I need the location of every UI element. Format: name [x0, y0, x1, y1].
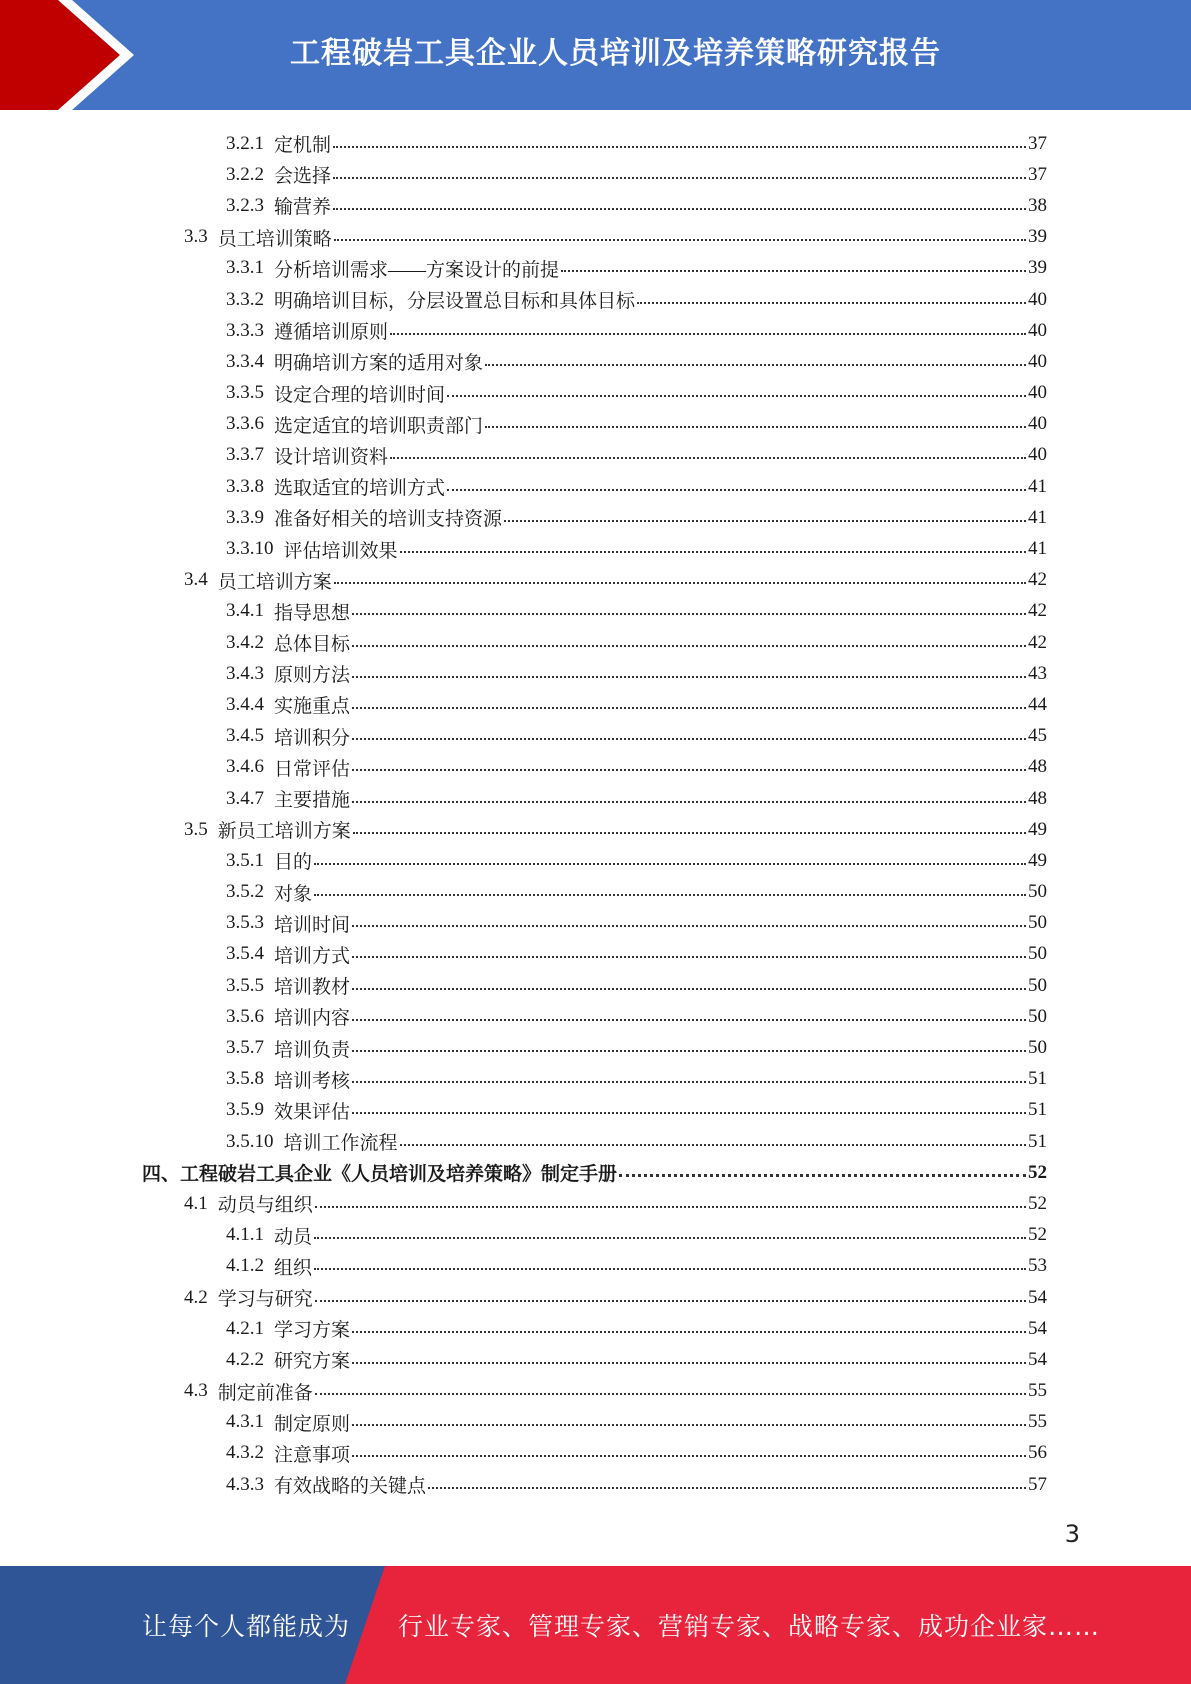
toc-entry-title: 培训工作流程: [283, 1133, 398, 1155]
toc-dot-leader: [352, 925, 1026, 927]
toc-entry[interactable]: [0, 502, 1191, 533]
toc-entry-number: 4.3.1: [226, 1411, 264, 1433]
footer-slogan-right: 行业专家、管理专家、营销专家、战略专家、成功企业家……: [398, 1612, 1101, 1641]
toc-entry-title: 分析培训需求——方案设计的前提: [274, 259, 560, 281]
toc-entry-title: 动员与组织: [217, 1195, 313, 1217]
toc-dot-leader: [447, 395, 1026, 397]
toc-entry-title: 目的: [274, 852, 313, 874]
toc-entry[interactable]: [0, 627, 1191, 658]
toc-dot-leader: [353, 832, 1026, 834]
toc-entry[interactable]: [0, 1282, 1191, 1313]
toc-entry-number: 3.4.5: [226, 725, 264, 747]
toc-dot-leader: [314, 894, 1026, 896]
toc-entry-title: 制定前准备: [217, 1382, 313, 1404]
toc-entry-title: 制定原则: [274, 1413, 351, 1435]
toc-entry-title: 学习方案: [274, 1320, 351, 1342]
toc-entry-number: 3.4.1: [226, 600, 264, 622]
toc-entry-page: 50: [1028, 1037, 1047, 1059]
toc-dot-leader: [315, 1393, 1026, 1395]
toc-entry-title: 总体目标: [274, 634, 351, 656]
toc-dot-leader: [352, 738, 1026, 740]
toc-entry-number: 3.4.6: [226, 756, 264, 778]
toc-dot-leader: [428, 1487, 1026, 1489]
toc-dot-leader: [352, 1331, 1026, 1333]
toc-entry-page: 50: [1028, 1005, 1047, 1027]
toc-entry-title: 员工培训策略: [217, 228, 332, 250]
toc-entry[interactable]: [0, 1032, 1191, 1063]
toc-dot-leader: [352, 1455, 1026, 1457]
toc-entry-page: 52: [1028, 1224, 1047, 1246]
toc-entry-title: 设定合理的培训时间: [274, 384, 446, 406]
toc-entry-page: 45: [1028, 725, 1047, 747]
toc-entry[interactable]: [0, 1095, 1191, 1126]
toc-entry[interactable]: [0, 1126, 1191, 1157]
toc-entry-page: 49: [1028, 849, 1047, 871]
toc-dot-leader: [390, 457, 1026, 459]
toc-entry-number: 3.5.10: [226, 1130, 274, 1152]
toc-entry-page: 40: [1028, 288, 1047, 310]
toc-entry[interactable]: [0, 721, 1191, 752]
toc-entry[interactable]: [0, 253, 1191, 284]
toc-dot-leader: [504, 520, 1026, 522]
toc-entry[interactable]: [0, 533, 1191, 564]
toc-entry-page: 50: [1028, 943, 1047, 965]
toc-entry-page: 37: [1028, 132, 1047, 154]
toc-entry-number: 3.3.5: [226, 382, 264, 404]
toc-entry-number: 3.3.2: [226, 288, 264, 310]
toc-entry-number: 3.3.4: [226, 350, 264, 372]
toc-entry-title: 明确培训方案的适用对象: [274, 353, 484, 375]
toc-entry-number: 4.1.2: [226, 1255, 264, 1277]
toc-entry-page: 41: [1028, 475, 1047, 497]
toc-dot-leader: [334, 239, 1026, 241]
toc-entry-page: 43: [1028, 662, 1047, 684]
toc-entry-page: 55: [1028, 1411, 1047, 1433]
toc-entry-title: 员工培训方案: [217, 571, 332, 593]
toc-entry-number: 3.4.3: [226, 662, 264, 684]
toc-entry-number: 3.5.3: [226, 912, 264, 934]
table-of-contents: [0, 128, 1191, 1500]
toc-entry-page: 41: [1028, 538, 1047, 560]
toc-entry-page: 37: [1028, 163, 1047, 185]
toc-entry-page: 42: [1028, 569, 1047, 591]
toc-entry-page: 50: [1028, 974, 1047, 996]
toc-entry-title: 效果评估: [274, 1101, 351, 1123]
toc-entry-title: 定机制: [274, 135, 332, 157]
toc-entry[interactable]: [0, 908, 1191, 939]
toc-entry[interactable]: [0, 1001, 1191, 1032]
toc-entry-page: 39: [1028, 257, 1047, 279]
toc-entry-number: 4.2: [184, 1286, 208, 1308]
toc-entry-number: 3.2.1: [226, 132, 264, 154]
toc-entry-number: 3.5.8: [226, 1068, 264, 1090]
toc-entry-title: 工程破岩工具企业《人员培训及培养策略》制定手册: [180, 1164, 618, 1186]
toc-entry-number: 3.3: [184, 226, 208, 248]
toc-entry-title: 日常评估: [274, 758, 351, 780]
toc-entry-title: 注意事项: [274, 1444, 351, 1466]
toc-entry-title: 培训负责: [274, 1039, 351, 1061]
report-title: 工程破岩工具企业人员培训及培养策略研究报告: [290, 36, 941, 71]
toc-entry-title: 有效战略的关键点: [274, 1476, 427, 1498]
toc-dot-leader: [485, 426, 1026, 428]
toc-entry-title: 实施重点: [274, 696, 351, 718]
toc-entry-title: 学习与研究: [217, 1289, 313, 1311]
toc-entry-page: 39: [1028, 226, 1047, 248]
toc-entry-title: 培训内容: [274, 1008, 351, 1030]
toc-entry-title: 组织: [274, 1257, 313, 1279]
toc-entry-page: 52: [1028, 1161, 1047, 1183]
toc-dot-leader: [561, 270, 1026, 272]
toc-entry-number: 3.4: [184, 569, 208, 591]
toc-entry-number: 3.3.10: [226, 538, 274, 560]
header-chevron-decoration: [0, 0, 160, 110]
toc-entry-page: 50: [1028, 912, 1047, 934]
toc-dot-leader: [352, 1424, 1026, 1426]
toc-entry[interactable]: [0, 471, 1191, 502]
page-footer: [0, 1566, 1191, 1684]
toc-entry-title: 遵循培训原则: [274, 322, 389, 344]
toc-dot-leader: [400, 1144, 1026, 1146]
toc-entry[interactable]: [0, 222, 1191, 253]
toc-entry-title: 新员工培训方案: [217, 821, 351, 843]
toc-entry[interactable]: [0, 1188, 1191, 1219]
toc-dot-leader: [333, 146, 1026, 148]
toc-entry-number: 3.4.7: [226, 787, 264, 809]
toc-entry-page: 55: [1028, 1380, 1047, 1402]
toc-dot-leader: [352, 801, 1026, 803]
toc-entry-page: 50: [1028, 881, 1047, 903]
toc-entry-page: 42: [1028, 600, 1047, 622]
toc-entry-page: 57: [1028, 1473, 1047, 1495]
toc-dot-leader: [447, 489, 1026, 491]
toc-entry[interactable]: [0, 440, 1191, 471]
footer-slogan-left: 让每个人都能成为: [142, 1612, 351, 1641]
toc-entry-page: 56: [1028, 1442, 1047, 1464]
toc-entry[interactable]: [0, 190, 1191, 221]
toc-entry-number: 4.3.2: [226, 1442, 264, 1464]
toc-dot-leader: [352, 645, 1026, 647]
toc-entry-number: 3.3.8: [226, 475, 264, 497]
toc-dot-leader: [314, 863, 1026, 865]
toc-entry[interactable]: [0, 565, 1191, 596]
toc-entry[interactable]: [0, 1157, 1191, 1188]
toc-entry-page: 54: [1028, 1286, 1047, 1308]
toc-entry-title: 培训方式: [274, 945, 351, 967]
toc-entry-number: 4.3.3: [226, 1473, 264, 1495]
toc-entry[interactable]: [0, 1407, 1191, 1438]
toc-entry-number: 4.3: [184, 1380, 208, 1402]
toc-entry-page: 40: [1028, 350, 1047, 372]
toc-entry-page: 40: [1028, 444, 1047, 466]
toc-dot-leader: [352, 676, 1026, 678]
toc-entry[interactable]: [0, 1251, 1191, 1282]
toc-entry-number: 3.3.7: [226, 444, 264, 466]
toc-dot-leader: [390, 333, 1026, 335]
toc-entry-page: 52: [1028, 1192, 1047, 1214]
toc-entry-title: 设计培训资料: [274, 446, 389, 468]
toc-entry[interactable]: [0, 1220, 1191, 1251]
toc-dot-leader: [637, 302, 1026, 304]
toc-entry-page: 54: [1028, 1348, 1047, 1370]
toc-entry[interactable]: [0, 284, 1191, 315]
toc-entry-title: 培训积分: [274, 727, 351, 749]
toc-dot-leader: [352, 1112, 1026, 1114]
toc-entry-title: 评估培训效果: [283, 540, 398, 562]
toc-dot-leader: [314, 1268, 1026, 1270]
toc-entry[interactable]: [0, 409, 1191, 440]
toc-entry-number: 3.4.4: [226, 693, 264, 715]
toc-dot-leader: [352, 1081, 1026, 1083]
toc-entry[interactable]: [0, 159, 1191, 190]
toc-entry[interactable]: [0, 315, 1191, 346]
toc-entry-page: 51: [1028, 1130, 1047, 1152]
toc-dot-leader: [315, 1300, 1026, 1302]
toc-entry-title: 培训时间: [274, 914, 351, 936]
toc-entry-number: 3.3.6: [226, 413, 264, 435]
toc-entry[interactable]: [0, 1344, 1191, 1375]
toc-entry-page: 44: [1028, 693, 1047, 715]
toc-entry-title: 动员: [274, 1226, 313, 1248]
toc-entry[interactable]: [0, 1064, 1191, 1095]
toc-dot-leader: [333, 208, 1026, 210]
toc-entry[interactable]: [0, 1376, 1191, 1407]
toc-entry-page: 41: [1028, 506, 1047, 528]
toc-entry-number: 四、: [142, 1164, 181, 1186]
toc-entry[interactable]: [0, 783, 1191, 814]
toc-entry-title: 培训考核: [274, 1070, 351, 1092]
toc-dot-leader: [352, 707, 1026, 709]
toc-dot-leader: [352, 613, 1026, 615]
toc-entry-number: 3.2.2: [226, 163, 264, 185]
toc-dot-leader: [352, 956, 1026, 958]
toc-entry-number: 4.2.1: [226, 1317, 264, 1339]
toc-entry-title: 研究方案: [274, 1351, 351, 1373]
toc-dot-leader: [352, 1362, 1026, 1364]
page-number: 3: [1064, 1520, 1080, 1548]
toc-entry-title: 选取适宜的培训方式: [274, 478, 446, 500]
toc-dot-leader: [352, 1050, 1026, 1052]
toc-entry-page: 40: [1028, 413, 1047, 435]
toc-entry[interactable]: [0, 970, 1191, 1001]
page-header: [0, 0, 1191, 110]
toc-entry-title: 培训教材: [274, 977, 351, 999]
toc-entry-title: 输营养: [274, 197, 332, 219]
toc-entry[interactable]: [0, 596, 1191, 627]
toc-entry-number: 3.3.3: [226, 319, 264, 341]
toc-entry-number: 3.5.7: [226, 1037, 264, 1059]
toc-dot-leader: [333, 177, 1026, 179]
toc-entry[interactable]: [0, 1469, 1191, 1500]
toc-entry[interactable]: [0, 378, 1191, 409]
toc-entry-page: 54: [1028, 1317, 1047, 1339]
toc-entry-page: 51: [1028, 1099, 1047, 1121]
toc-entry-page: 48: [1028, 787, 1047, 809]
toc-dot-leader: [352, 988, 1026, 990]
toc-entry-title: 指导思想: [274, 602, 351, 624]
toc-entry-title: 选定适宜的培训职责部门: [274, 415, 484, 437]
toc-entry-title: 会选择: [274, 166, 332, 188]
toc-entry-page: 38: [1028, 194, 1047, 216]
toc-entry[interactable]: [0, 939, 1191, 970]
toc-entry[interactable]: [0, 346, 1191, 377]
toc-entry-page: 40: [1028, 382, 1047, 404]
toc-entry[interactable]: [0, 877, 1191, 908]
toc-entry-title: 原则方法: [274, 665, 351, 687]
toc-dot-leader: [619, 1174, 1026, 1177]
toc-entry[interactable]: [0, 1313, 1191, 1344]
toc-entry-number: 3.5.9: [226, 1099, 264, 1121]
toc-entry-page: 48: [1028, 756, 1047, 778]
toc-entry-number: 3.5.1: [226, 849, 264, 871]
toc-entry-number: 3.4.2: [226, 631, 264, 653]
toc-dot-leader: [314, 1237, 1026, 1239]
toc-entry[interactable]: [0, 845, 1191, 876]
toc-dot-leader: [400, 551, 1026, 553]
toc-entry-number: 3.5.4: [226, 943, 264, 965]
toc-entry-number: 3.3.1: [226, 257, 264, 279]
toc-entry-page: 42: [1028, 631, 1047, 653]
toc-entry[interactable]: [0, 128, 1191, 159]
toc-dot-leader: [352, 1019, 1026, 1021]
toc-entry-number: 4.1.1: [226, 1224, 264, 1246]
toc-entry[interactable]: [0, 1438, 1191, 1469]
toc-entry-title: 准备好相关的培训支持资源: [274, 509, 503, 531]
toc-entry-title: 主要措施: [274, 790, 351, 812]
toc-dot-leader: [485, 364, 1026, 366]
toc-entry[interactable]: [0, 814, 1191, 845]
toc-entry-title: 明确培训目标，分层设置总目标和具体目标: [274, 291, 636, 313]
toc-dot-leader: [334, 582, 1026, 584]
toc-entry-number: 3.3.9: [226, 506, 264, 528]
toc-entry-page: 51: [1028, 1068, 1047, 1090]
toc-dot-leader: [315, 1206, 1026, 1208]
toc-entry-page: 53: [1028, 1255, 1047, 1277]
toc-entry[interactable]: [0, 658, 1191, 689]
toc-entry-number: 3.2.3: [226, 194, 264, 216]
toc-entry-number: 4.2.2: [226, 1348, 264, 1370]
toc-dot-leader: [352, 769, 1026, 771]
toc-entry-page: 49: [1028, 818, 1047, 840]
toc-entry-number: 3.5.6: [226, 1005, 264, 1027]
toc-entry-number: 3.5.2: [226, 881, 264, 903]
toc-entry-number: 3.5.5: [226, 974, 264, 996]
toc-entry-title: 对象: [274, 883, 313, 905]
toc-entry-number: 3.5: [184, 818, 208, 840]
toc-entry[interactable]: [0, 752, 1191, 783]
toc-entry-number: 4.1: [184, 1192, 208, 1214]
toc-entry[interactable]: [0, 689, 1191, 720]
toc-entry-page: 40: [1028, 319, 1047, 341]
